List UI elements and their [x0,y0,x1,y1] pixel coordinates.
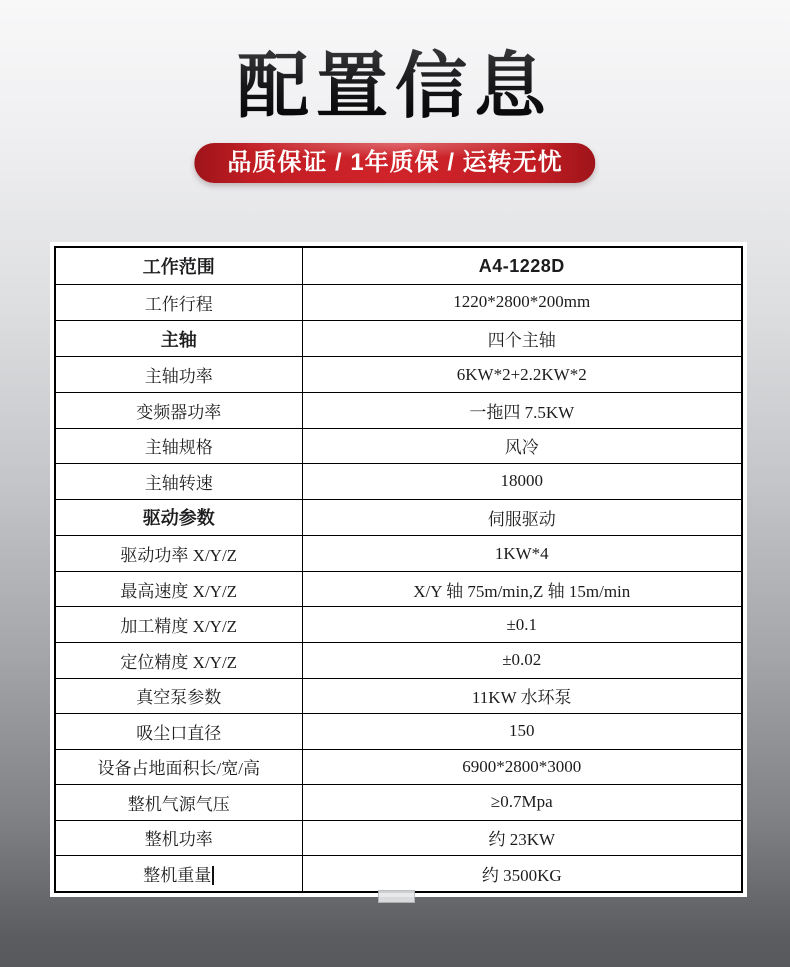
spec-value-cell[interactable]: 约 23KW [302,820,742,856]
spec-label-cell[interactable] [55,357,302,393]
page-title: 配置信息 [0,28,790,132]
spec-label-text: 驱动参数 [142,508,215,529]
table-row [55,607,742,643]
spec-value-cell[interactable]: 150 [302,714,742,750]
table-row [55,285,742,321]
spec-value-cell[interactable]: 一拖四 7.5KW [302,393,742,429]
table-row [55,785,742,821]
spec-label-text: 驱动功率 X/Y/Z [120,546,238,566]
spec-label-cell[interactable] [55,571,302,607]
spec-value-cell[interactable]: ≥0.7Mpa [302,785,742,821]
table-row [55,714,742,750]
spec-value-cell[interactable]: 约 3500KG [302,856,742,892]
table-row [55,499,742,536]
spec-label-text: 定位精度 X/Y/Z [120,652,238,672]
spec-sheet [50,242,747,897]
spec-value-cell[interactable]: A4-1228D [302,247,742,285]
spec-value-cell[interactable]: 6900*2800*3000 [302,749,742,785]
spec-value-cell[interactable]: 风冷 [302,428,742,464]
spec-label-cell[interactable] [55,714,302,750]
spec-value-cell[interactable]: X/Y 轴 75m/min,Z 轴 15m/min [302,571,742,607]
spec-label-cell[interactable] [55,285,302,321]
spec-label-cell[interactable] [55,678,302,714]
spec-value-cell[interactable]: 6KW*2+2.2KW*2 [302,357,742,393]
table-row [55,247,742,285]
spec-label-text: 主轴 [160,329,197,350]
table-row [55,464,742,500]
table-row [55,428,742,464]
spec-label-text: 设备占地面积长/宽/高 [97,759,260,779]
spec-label-text: 加工精度 X/Y/Z [120,617,238,637]
table-row [55,536,742,572]
spec-label-cell[interactable] [55,785,302,821]
spec-label-cell[interactable] [55,607,302,643]
spec-label-cell[interactable] [55,856,302,892]
spec-label-text: 整机气源气压 [127,794,230,814]
text-caret [212,866,214,885]
spec-value-cell[interactable]: 四个主轴 [302,320,742,357]
spec-value-cell[interactable]: 1KW*4 [302,536,742,572]
table-row [55,856,742,892]
spec-label-cell[interactable] [55,749,302,785]
table-row [55,357,742,393]
spec-label-text: 最高速度 X/Y/Z [120,581,238,601]
spec-label-cell[interactable] [55,536,302,572]
spec-label-text: 吸尘口直径 [136,723,222,743]
spec-table-body [55,247,742,892]
spec-label-text: 整机功率 [144,830,213,850]
table-resize-handle[interactable] [378,890,415,903]
spec-label-cell[interactable] [55,247,302,285]
spec-label-text: 主轴功率 [144,367,213,387]
table-row [55,820,742,856]
spec-label-cell[interactable] [55,642,302,678]
spec-label-cell[interactable] [55,820,302,856]
spec-label-cell[interactable] [55,464,302,500]
table-row [55,393,742,429]
table-row [55,320,742,357]
spec-value-cell[interactable]: 11KW 水环泵 [302,678,742,714]
quality-guarantee-badge: 品质保证 / 1年质保 / 运转无忧 [194,143,595,183]
spec-label-text: 工作范围 [142,257,215,278]
spec-value-cell[interactable]: 1220*2800*200mm [302,285,742,321]
spec-label-cell[interactable] [55,499,302,536]
spec-value-cell[interactable]: ±0.1 [302,607,742,643]
spec-value-cell[interactable]: 伺服驱动 [302,499,742,536]
spec-label-text: 主轴规格 [144,438,213,458]
table-row [55,642,742,678]
spec-table [54,246,743,893]
table-row [55,571,742,607]
spec-label-text: 工作行程 [144,294,213,314]
table-row [55,678,742,714]
spec-label-text: 整机重量 [143,866,212,886]
spec-label-cell[interactable] [55,428,302,464]
spec-label-text: 主轴转速 [144,473,213,493]
spec-value-cell[interactable]: 18000 [302,464,742,500]
spec-label-text: 真空泵参数 [136,688,222,708]
spec-label-cell[interactable] [55,320,302,357]
spec-value-cell[interactable]: ±0.02 [302,642,742,678]
spec-label-cell[interactable] [55,393,302,429]
spec-label-text: 变频器功率 [136,402,222,422]
table-row [55,749,742,785]
